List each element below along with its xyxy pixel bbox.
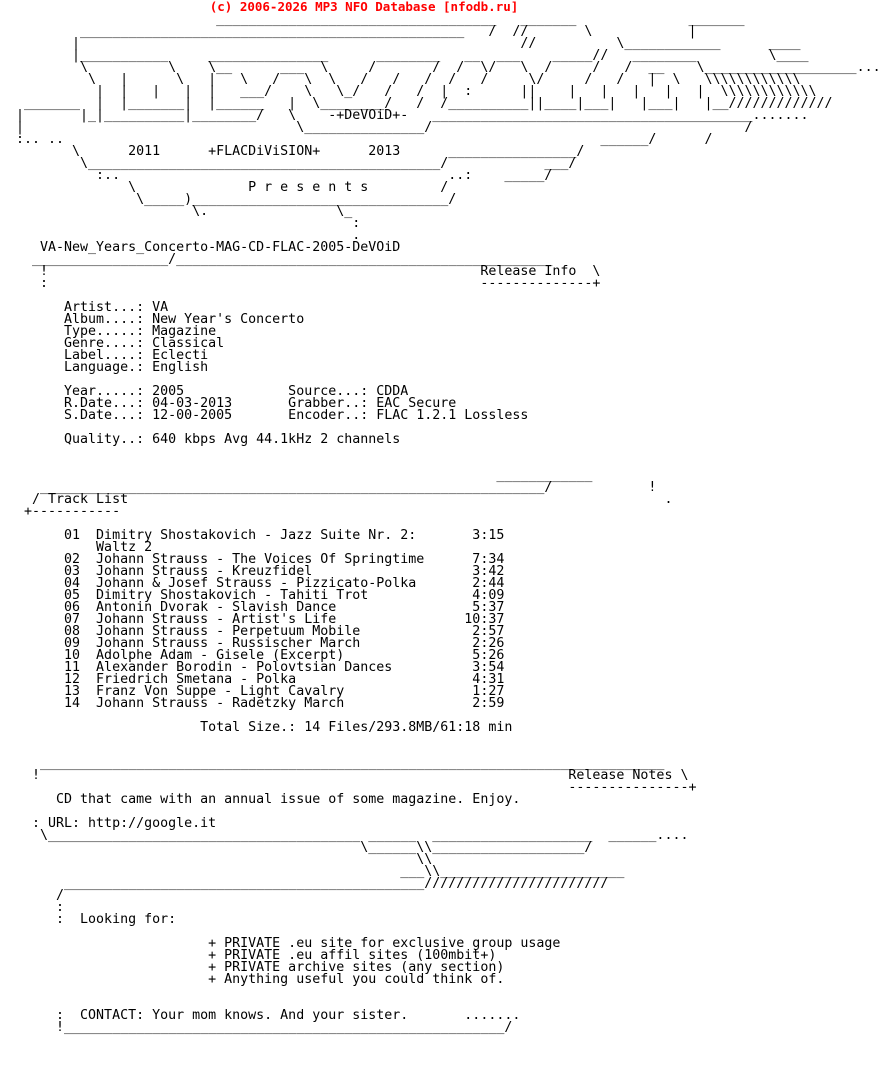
nfo-text-block: ___________________________________ _______ _______ ________________________________________________ / // \ | | // \____________ ____ |___________ _______________ ________ __ ___ _____// ________ \____ \ \ \__ ___ \ / / / \/ \ / / / __ \___________________... \ | \ | \ / \ \ / / / / / \/ / / | \ \\\\\\\\\\\\ | | | | | ___/ \ \_/ / / | : || | | | | | \\\\\\\\\\\\ _______ | |_______| |______ | \________/ / /__________||____|___| |___| |__///////////// | |_|__________|________/ \ -+DeVOiD+- ________________________________________....... | \_______________/ / :.. .. ______/ / \ 2011 +FLACDiViSION+ 2013 ________________/ \____________________________________________/ ___/ :.. ..: _____/ \ P r e s e n t s / \_____)________________________________/ \. \_ : . VA-New_Years_Concerto-MAG-CD-FLAC-2005-DeVOiD _________________/_______________________________________________ ! Release Info \ : --------------+ Artist...: VA Album....: New Year's Concerto Type.....: Magazine Genre....: Classical Label....: Eclecti Language.: English Year.....: 2005 Source...: CDDA R.Date...: 04-03-2013 Grabber..: EAC Secure S.Date...: 12-00-2005 Encoder..: FLAC 1.2.1 Lossless Quality..: 640 kbps Avg 44.1kHz 2 channels ____________ _______________________________________________________________/ ! / Track List . +----------- 01 Dimitry Shostakovich - Jazz Suite Nr. 2: 3:15 Waltz 2 02 Johann Strauss - The Voices Of Springtime 7:34 03 Johann Strauss - Kreuzfidel 3:42 04 Johann & Josef Strauss - Pizzicato-Polka 2:44 05 Dimitry Shostakovich - Tahiti Trot 4:09 06 Antonin Dvorak - Slavish Dance 5:37 07 Johann Strauss - Artist's Life 10:37 08 Johann Strauss - Perpetuum Mobile 2:57 09 Johann Strauss - Russischer March 2:26 10 Adolphe Adam - Gisele (Excerpt) 5:26 11 Alexander Borodin - Polovtsian Dances 3:54 12 Friedrich Smetana - Polka 4:31 13 Franz Von Suppe - Light Cavalry 1:27 14 Johann Strauss - Radetzky March 2:59 Total Size.: 14 Files/293.8MB/61:18 min ______________________________________________________________________________ ! Release Notes \ ---------------+ CD that came with an annual issue of some magazine. Enjoy. : URL: http://google.it \_______________________________________ ______ ____________________ ______.... \______\\___________________/ \\ ___\\_______________________ _____________________________________________/////////////////////// / : : Looking for: + PRIVATE .eu site for exclusive group usage + PRIVATE .eu affil sites (100mbit+) + PRIVATE archive sites (any section) + Anything useful you could think of. : CONTACT: Your mom knows. And your sister. ....... !_______________________________________________________/: [16, 12, 881, 1035]
site-header: (c) 2006-2026 MP3 NFO Database [nfodb.ru]: [209, 0, 519, 14]
